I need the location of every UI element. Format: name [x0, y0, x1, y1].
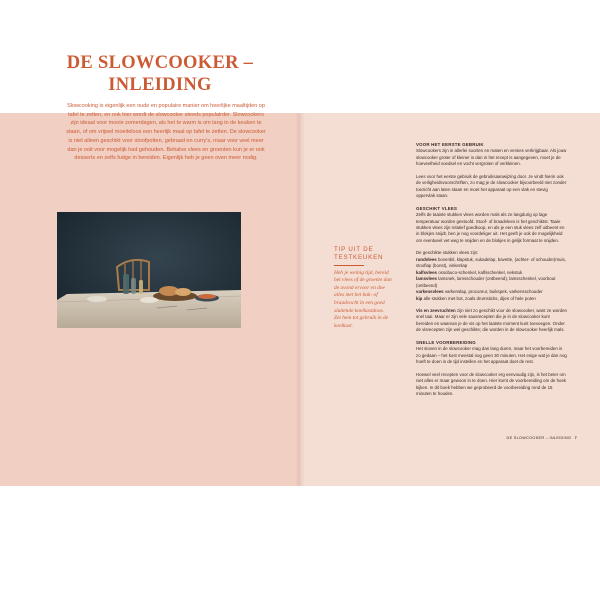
quick-prep-paragraph-1: Het stoven in de slowcooker mag dan lang duren, maar het voorbereiden is zo gedaan – het kost meestal nog geen 30 minuten. Het enige wat je dan nog hoeft te doen is de tijd instellen en het apparaat doet de rest. — [416, 346, 567, 365]
meat-list-label: kip — [416, 295, 423, 301]
page-title-line-2: INLEIDING — [108, 75, 212, 95]
section-heading-suitable-meat: GESCHIKT VLEES — [416, 205, 458, 211]
meat-list-item — [416, 276, 568, 289]
first-use-paragraph-2: Lees voor het eerste gebruik de gebruiksaanwijzing door. Je vindt hierin ook de veiligheidsvoorschriften, zo mag je de slowcooker bijvoorbeeld niet zonder toezicht aan laten staan en moet het apparaat op een vlak en stevig oppervlak staan. — [416, 173, 567, 199]
meat-list-label: lamsvlees — [416, 276, 437, 282]
tip-body: Heb je weinig tijd, bereid het vlees of de groente dan de avond ervoor en doe alles met het bak- of braadvocht in een goed sluitende koelkastdoos. Zet hem tot gebruik in de koelkast. — [334, 269, 392, 329]
meat-list-text: alle stukken met bot, zoals drumsticks, dijen of hele poten — [422, 295, 536, 301]
section-heading-first-use: VOOR HET EERSTE GEBRUIK — [416, 142, 484, 147]
meat-list-item — [416, 296, 568, 302]
test-kitchen-tip — [334, 246, 392, 330]
meat-list-text: bovenbil, klapstuk, sukadelap, bavette, (achter- of schouder)muis, stooflap (bonst), vinkenlap — [416, 256, 566, 269]
tip-heading — [334, 246, 392, 262]
first-use-paragraph-1: Slowcookers zijn in allerlei soorten en maten en versies verkrijgbaar. Als jouw slowcooker groter of kleiner is dan in het recept is aangegeven, moet je de hoeveelheid voedsel en vocht vergroten of verkleinen. — [416, 148, 567, 167]
table-setting-photo — [57, 212, 241, 328]
footer-label: DE SLOWCOOKER – INLEIDING — [506, 436, 572, 440]
tip-divider — [334, 265, 364, 266]
right-column-text — [416, 142, 568, 403]
meat-list-label: kalfsvlees — [416, 269, 437, 275]
fish-label: Vis en zeevruchten — [416, 307, 456, 313]
page-gutter — [295, 113, 305, 486]
page-title-line-1: DE SLOWCOOKER – — [66, 53, 254, 73]
section-heading-quick-prep: SNELLE VOORBEREIDING — [416, 339, 476, 345]
running-footer — [497, 436, 577, 440]
tip-heading-line-1: TIP UIT DE — [334, 246, 374, 253]
intro-paragraph: Slowcooking is eigenlijk een oude en populaire manier om heerlijke maaltijden op tafel te zetten, en ook hier wordt de slowcooker steeds populairder. Slowcookers zijn ideaal voor mooie zomerdagen, als het te warm is om lang in de keuken te staan, of om vrijwel moeiteloos een heerlijk maal op tafel te zetten. De slowcooker is niet alleen geschikt voor stoofpotten, gebraad en curry's, maar voor veel meer dan je ooit voor mogelijk had gehouden. Behalve vlees en groenten kun je er ook desserts en zelfs fudge in bereiden. Eigenlijk heb je geen oven meer nodig. — [66, 103, 266, 162]
tip-heading-line-2: TESTKEUKEN — [334, 254, 384, 261]
meat-list-item — [416, 257, 568, 270]
page-title — [40, 52, 280, 96]
meat-list-text: varkenslap, procureur, buikspek, varkensschouder — [443, 289, 543, 295]
quick-prep-paragraph-2: Hoewel veel recepten voor de slowcooker erg eenvoudig zijn, is het beter om niet alles er maar gewoon in te doen. Hier komt de voorbereiding om de hoek kijken. In dit boek hebben we geprobeerd de voorbereiding rond de 15 minuten te houden. — [416, 371, 567, 396]
meat-list-text: lamsnek, lamsschouder (ontbeend), lamsschenkel, voorbout (ontbeend) — [416, 276, 556, 288]
meat-list-label: varkensvlees — [416, 289, 444, 295]
meat-list-label: rundvlees — [416, 256, 437, 262]
page-number: 7 — [574, 436, 577, 440]
meat-list-intro: De geschikte stukken vlees zijn: — [416, 250, 479, 256]
fish-paragraph — [416, 308, 568, 334]
fish-text: zijn niet zo geschikt voor de slowcooker, want ze worden snel taai. Maar er zijn vele sausrecepten die je in de slowcooker kunt bereiden en waarvan je de vis op het laatste moment kunt toevoegen. Onder de visrecepten zijn wel geschikte; die worden in de slowcooker heerlijk mals. — [416, 307, 567, 333]
suitable-meat-paragraph: Zelfs de taaiste stukken vlees worden mals als ze langdurig op lage temperatuur worden gestoofd. Stoof- of braadvlees is het geschiktst. Taaie stukken vlees zijn relatief goedkoop, en als je een stuk vlees zelf uitbeent en in blokjes snijdt, ben je nog voordeliger uit. Het geeft je ook de mogelijkheid om eventueel vet weg te snijden en de blokjes in gelijk formaat te snijden. — [416, 212, 565, 243]
meat-list-text: ossobuco-schenkel, kalfsschenkel, nekstuk — [437, 269, 523, 275]
